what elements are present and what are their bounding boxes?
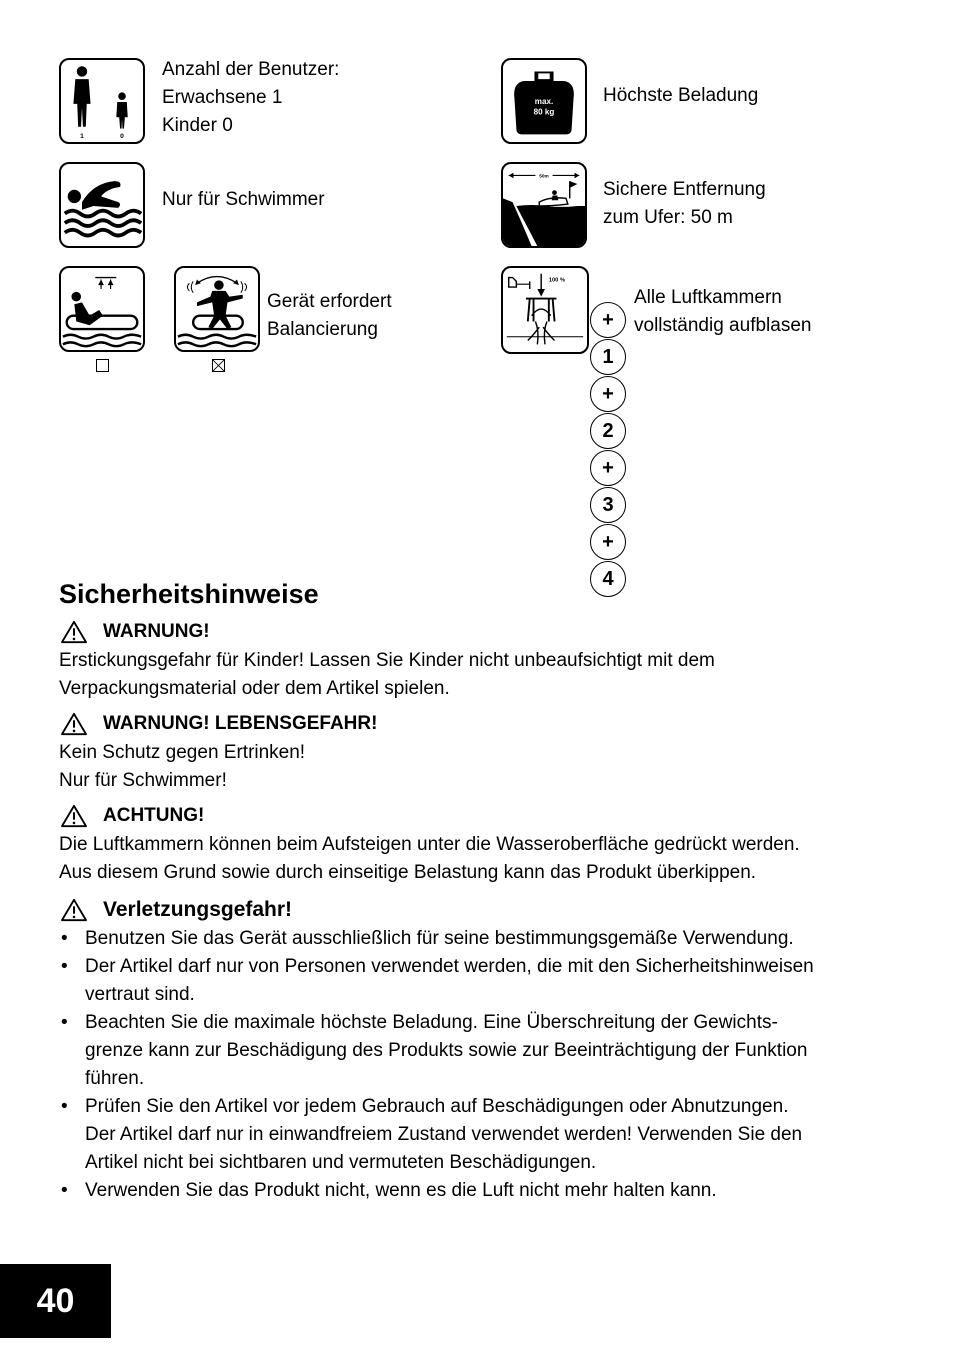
warning-text-1: Erstickungsgefahr für Kinder! Lassen Sie Kinder nicht unbeaufsichtigt mit dem Verpackungsmaterial oder dem Artikel spielen.	[59, 650, 715, 699]
stable-checkbox	[96, 359, 109, 372]
warning-text-3: Die Luftkammern können beim Aufsteigen unter die Wasseroberfläche gedrückt werden. Aus diesem Grund sowie durch einseitige Belastung kann das Produkt überkippen.	[59, 834, 800, 883]
warning-heading-4	[59, 897, 292, 923]
list-item: • Beachten Sie die maximale höchste Beladung. Eine Überschreitung der Gewichts- grenze kann zur Beschädigung des Produkts sowie zur Beeinträchtigung der Funktion führen.	[59, 1009, 814, 1093]
inflate-percent: 100 %	[548, 277, 566, 284]
balance-icon	[176, 268, 258, 350]
stable-float-icon	[61, 268, 143, 350]
inflate-step-2: 2	[590, 413, 626, 449]
weight-line1: max.	[534, 96, 554, 106]
list-item: • Der Artikel darf nur von Personen verwendet werden, die mit den Sicherheitshinweisen vertraut sind.	[59, 953, 814, 1009]
inflate-step-plus-4: +	[590, 524, 626, 560]
inflate-step-4: 4	[590, 561, 626, 597]
inflate-step-plus-3: +	[590, 450, 626, 486]
weight-icon	[503, 60, 585, 142]
balance-checkbox-checked	[212, 359, 225, 372]
inflate-step-1: 1	[590, 339, 626, 375]
max-load-pictogram	[501, 58, 587, 144]
distance-value: 50m	[539, 174, 549, 180]
distance-label: Sichere Entfernung zum Ufer: 50 m	[603, 179, 766, 228]
warning-heading-2	[59, 711, 377, 737]
balance-label: Gerät erfordert Balancierung	[267, 291, 392, 340]
warning-triangle-icon	[59, 898, 89, 922]
pump-icon	[503, 268, 587, 352]
stable-pictogram	[59, 266, 145, 352]
page-number: 40	[0, 1264, 111, 1338]
section-title: Sicherheitshinweise	[59, 579, 319, 609]
warning-heading-text: ACHTUNG!	[103, 805, 205, 826]
inflate-step-3: 3	[590, 487, 626, 523]
inflate-label: Alle Luftkammern vollständig aufblasen	[634, 287, 812, 336]
balance-pictogram	[174, 266, 260, 352]
adult-child-icon	[61, 60, 143, 142]
warning-text-2: Kein Schutz gegen Ertrinken! Nur für Schwimmer!	[59, 742, 306, 791]
warning-heading-1	[59, 619, 210, 645]
cross-icon	[213, 360, 224, 371]
warning-triangle-icon	[59, 712, 89, 736]
shore-distance-icon	[503, 164, 585, 246]
inflate-pictogram	[501, 266, 589, 354]
child-count: 0	[120, 133, 124, 141]
users-pictogram	[59, 58, 145, 144]
warning-heading-text: WARNUNG! LEBENSGEFAHR!	[103, 713, 378, 734]
swimmers-pictogram	[59, 162, 145, 248]
inflate-step-plus-2: +	[590, 376, 626, 412]
warning-heading-3	[59, 803, 204, 829]
swimmers-label: Nur für Schwimmer	[162, 189, 325, 210]
warning-heading-text: Verletzungsgefahr!	[103, 898, 293, 921]
list-item: • Prüfen Sie den Artikel vor jedem Gebrauch auf Beschädigungen oder Abnutzungen. Der Artikel darf nur in einwandfreiem Zustand verwendet werden! Verwenden Sie den Artikel nicht bei sichtbaren und vermuteten Beschädigungen.	[59, 1093, 814, 1177]
weight-line2: 80 kg	[533, 107, 555, 117]
list-item: • Verwenden Sie das Produkt nicht, wenn es die Luft nicht mehr halten kann.	[59, 1177, 814, 1205]
safety-bullet-list	[59, 925, 814, 1205]
users-label: Anzahl der Benutzer: Erwachsene 1 Kinder 0	[162, 59, 340, 136]
warning-heading-text: WARNUNG!	[103, 621, 210, 642]
warning-triangle-icon	[59, 804, 89, 828]
list-item: • Benutzen Sie das Gerät ausschließlich für seine bestimmungsgemäße Verwendung.	[59, 925, 814, 953]
max-load-label: Höchste Beladung	[603, 85, 759, 106]
distance-pictogram	[501, 162, 587, 248]
warning-triangle-icon	[59, 620, 89, 644]
swimmer-icon	[61, 164, 143, 246]
adult-count: 1	[80, 133, 84, 141]
inflate-step-plus-1: +	[590, 302, 626, 338]
